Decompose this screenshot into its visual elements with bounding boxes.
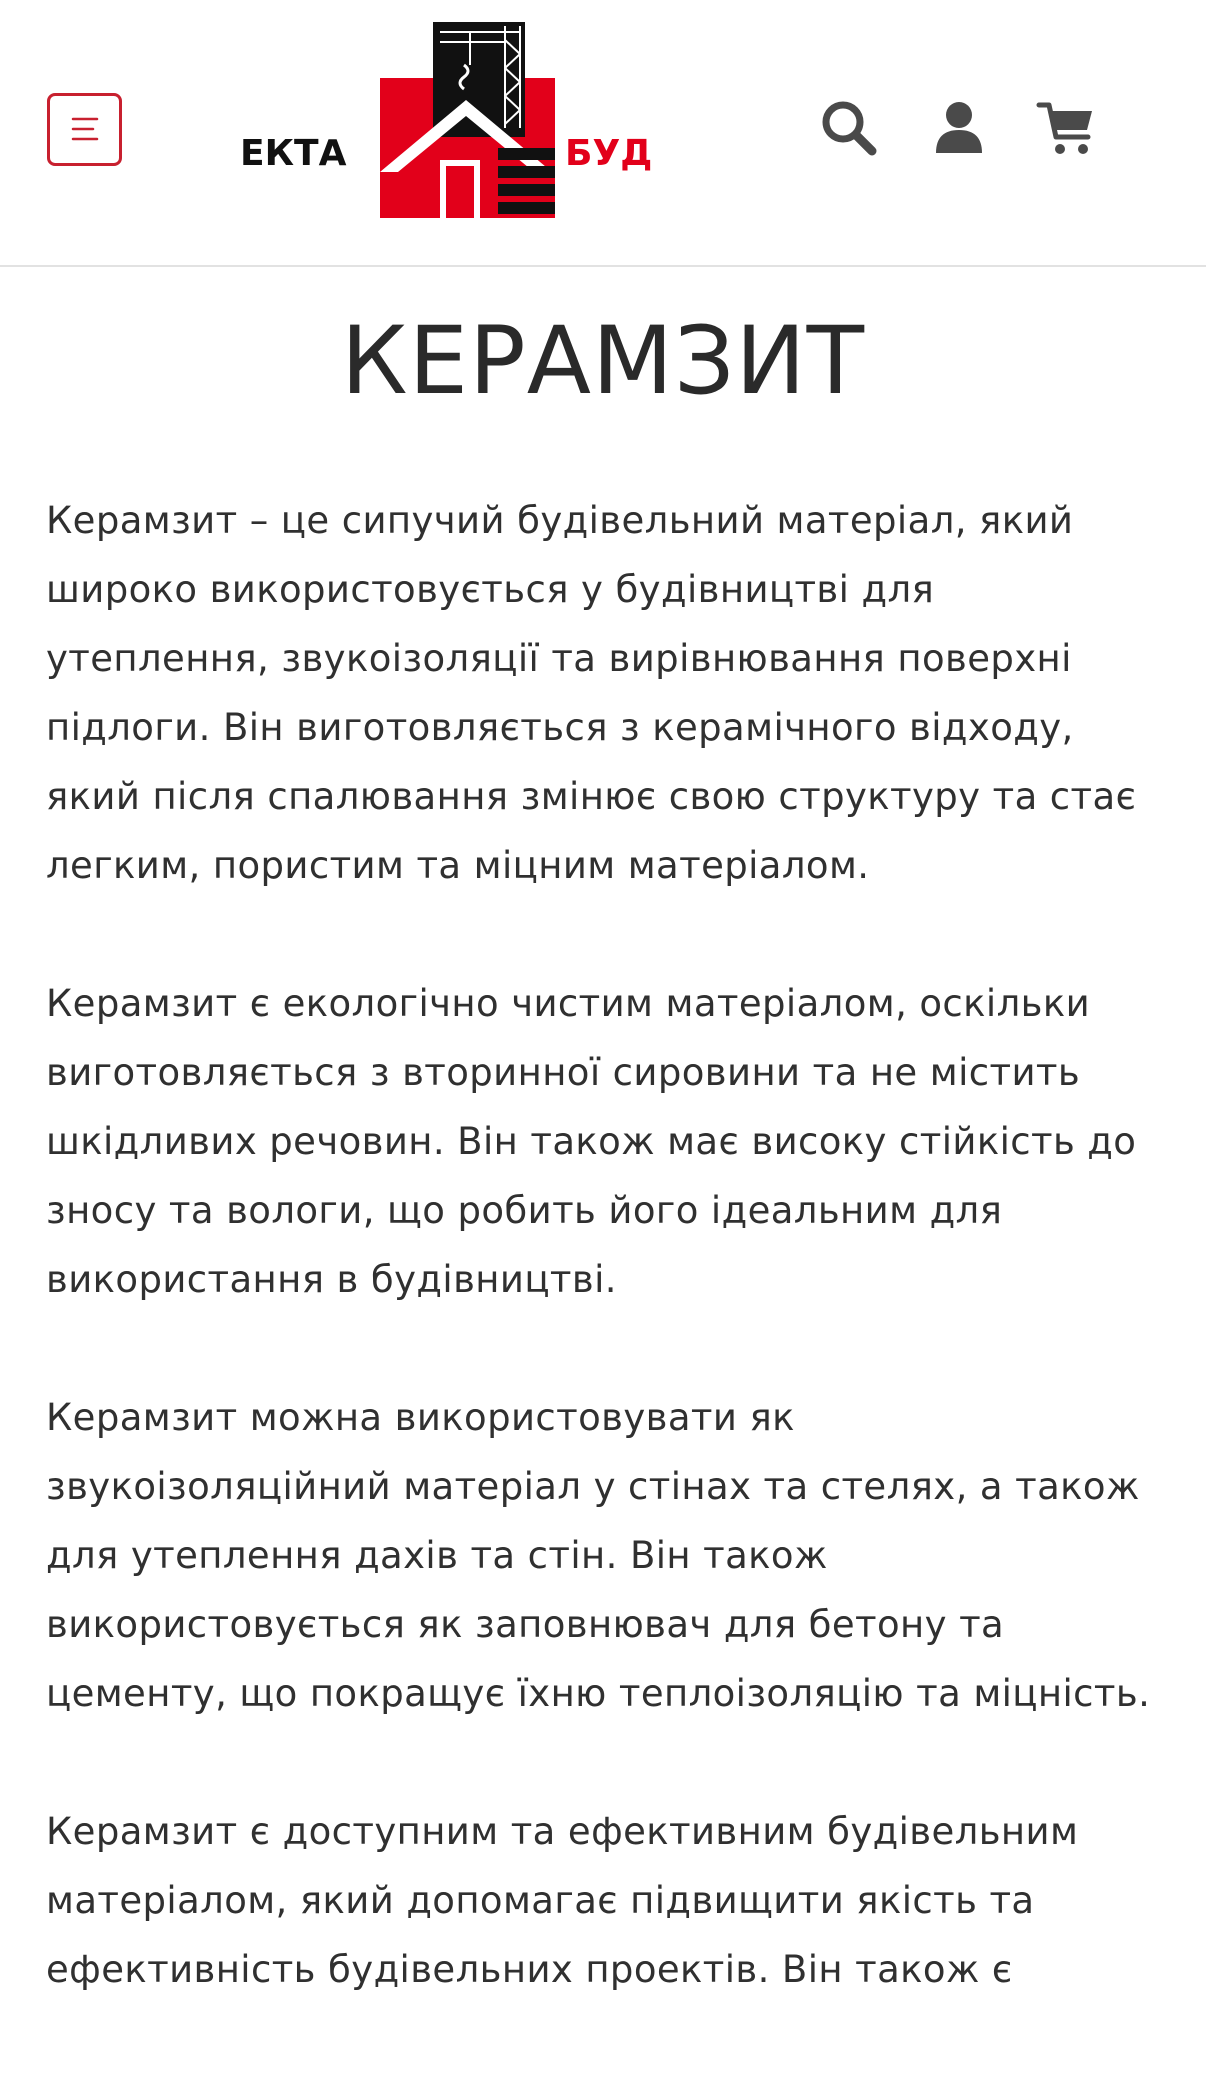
- logo-text-left: ЕКТА: [240, 133, 347, 174]
- cart-icon: [1036, 97, 1098, 159]
- account-button[interactable]: [928, 97, 990, 159]
- text-line: ефективність будівельних проектів. Він також є: [46, 1948, 1013, 1991]
- search-icon: [818, 97, 880, 159]
- text-line: шкідливих речовин. Він також має високу стійкість до: [46, 1120, 1137, 1163]
- page-title: КЕРАМЗИТ: [340, 307, 866, 416]
- ektabud-logo: [240, 20, 665, 222]
- text-line: виготовляється з вторинної сировини та не містить: [46, 1051, 1081, 1094]
- text-line: для утеплення дахів та стін. Він також: [46, 1534, 828, 1577]
- menu-button[interactable]: [47, 93, 122, 166]
- text-line: цементу, що покращує їхню теплоізоляцію та міцність.: [46, 1672, 1151, 1715]
- user-icon: [928, 97, 990, 159]
- search-button[interactable]: [818, 97, 880, 159]
- site-header: [0, 0, 1206, 267]
- text-line: Керамзит можна використовувати як: [46, 1396, 795, 1439]
- paragraph: [46, 1383, 1170, 1728]
- paragraph: [46, 969, 1170, 1314]
- text-line: підлоги. Він виготовляється з керамічного відходу,: [46, 706, 1074, 749]
- text-line: матеріалом, який допомагає підвищити якість та: [46, 1879, 1035, 1922]
- paragraph: [46, 486, 1170, 900]
- cart-button[interactable]: [1036, 97, 1098, 159]
- article-content: [46, 486, 1170, 2073]
- hamburger-menu-icon: [50, 96, 119, 163]
- text-line: Керамзит є екологічно чистим матеріалом, оскільки: [46, 982, 1091, 1025]
- text-line: зносу та вологи, що робить його ідеальним для: [46, 1189, 1003, 1232]
- text-line: Керамзит є доступним та ефективним будівельним: [46, 1810, 1079, 1853]
- text-line: використовується як заповнювач для бетону та: [46, 1603, 1005, 1646]
- text-line: використання в будівництві.: [46, 1258, 617, 1301]
- site-logo[interactable]: [240, 20, 665, 222]
- logo-text-right: БУД: [565, 133, 653, 174]
- text-line: який після спалювання змінює свою структуру та стає: [46, 775, 1137, 818]
- paragraph: [46, 1797, 1170, 2004]
- text-line: звукоізоляційний матеріал у стінах та стелях, а також: [46, 1465, 1140, 1508]
- text-line: широко використовується у будівництві для: [46, 568, 935, 611]
- text-line: легким, пористим та міцним матеріалом.: [46, 844, 870, 887]
- text-line: Керамзит – це сипучий будівельний матеріал, який: [46, 499, 1074, 542]
- text-line: утеплення, звукоізоляції та вирівнювання поверхні: [46, 637, 1072, 680]
